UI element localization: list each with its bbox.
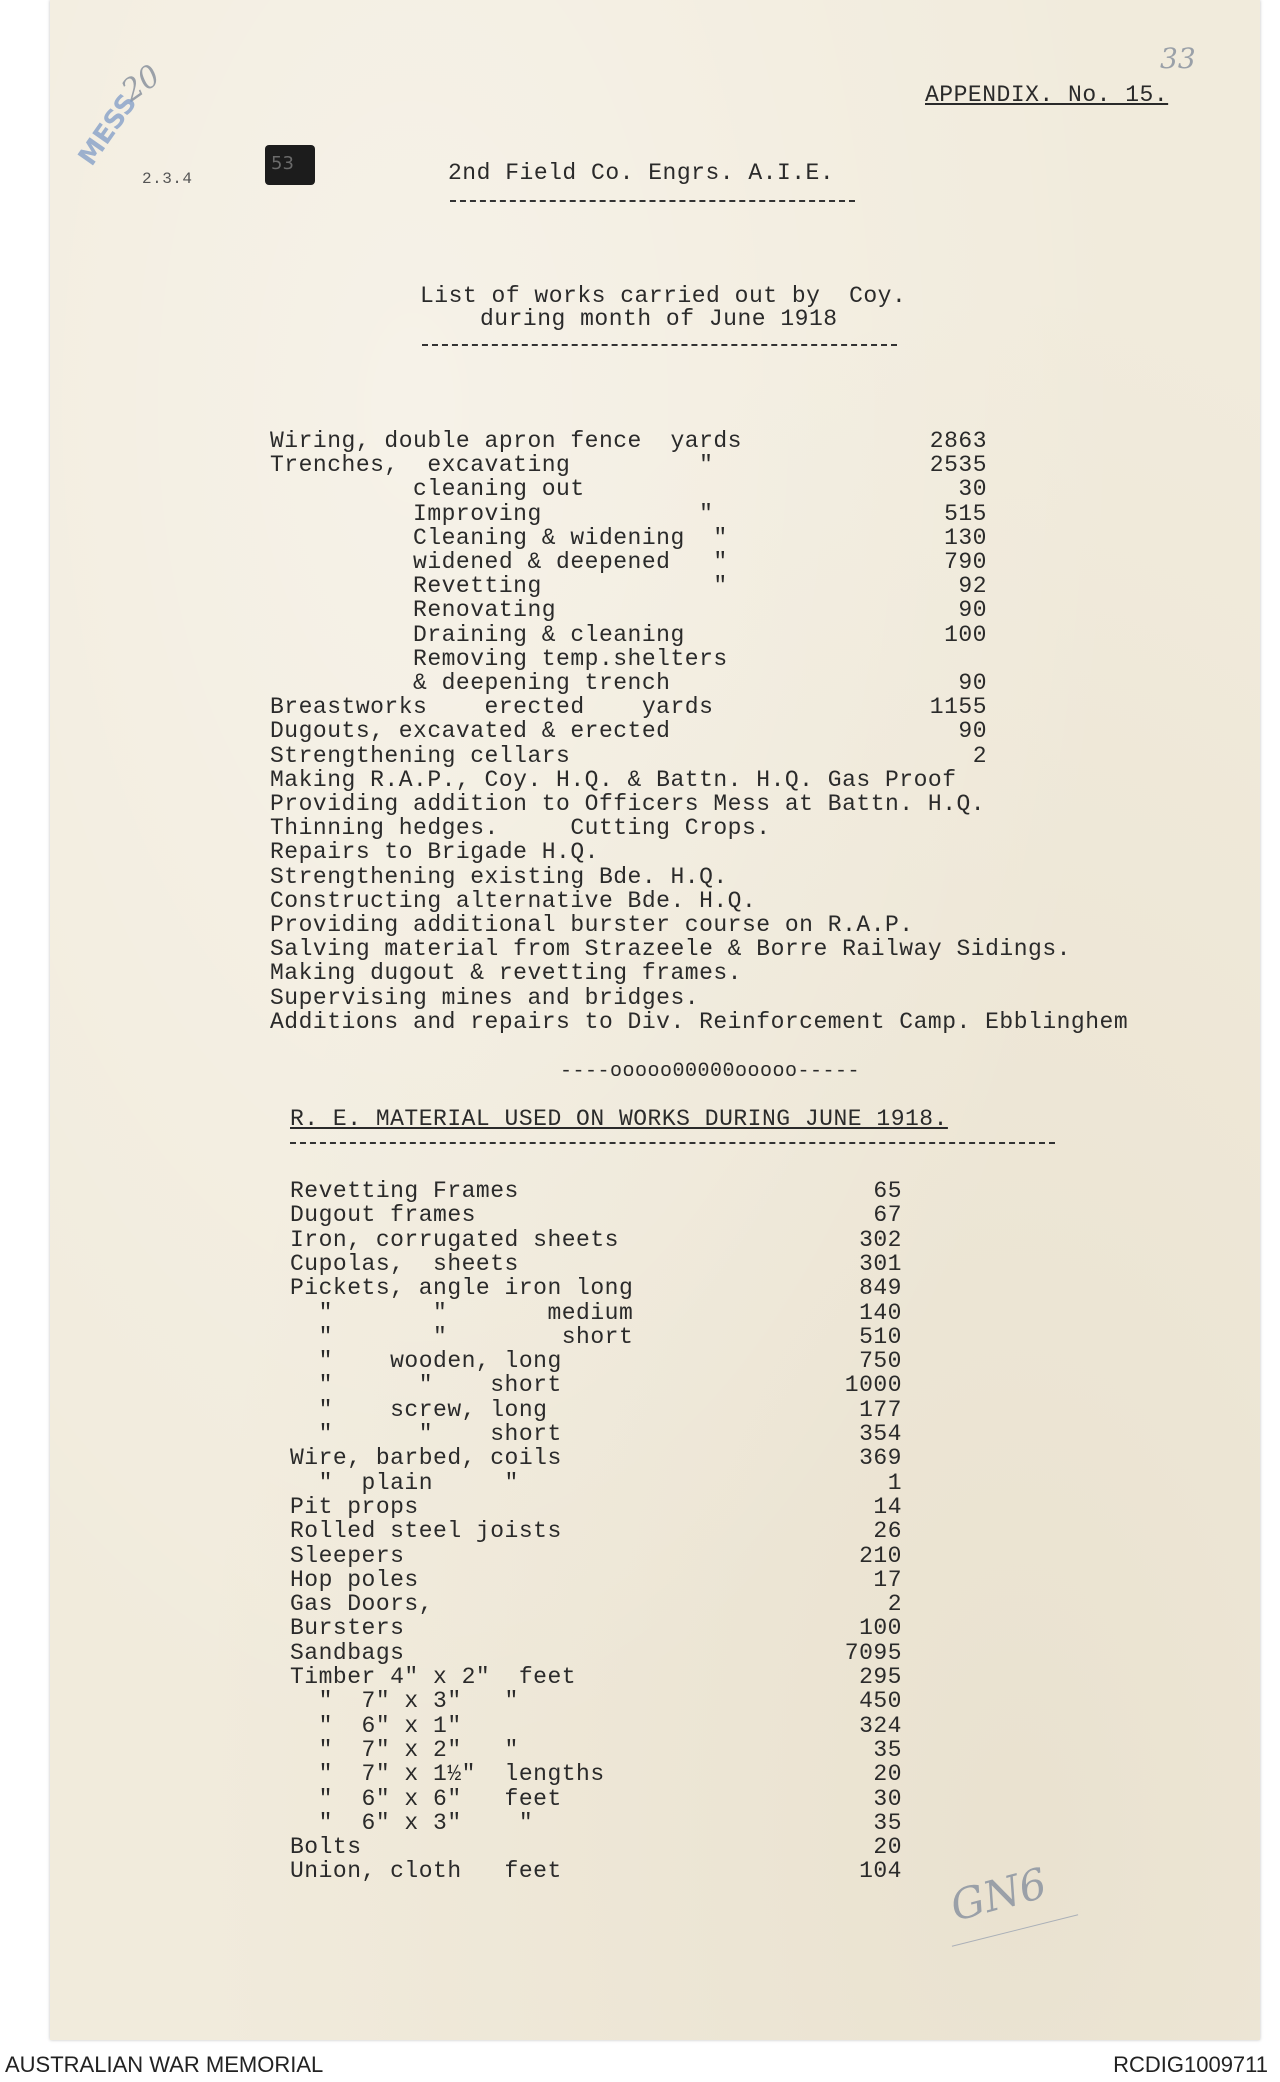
work-row [270, 525, 1230, 549]
material-row [290, 1518, 902, 1545]
material-row [290, 1299, 902, 1326]
work-label: Salving material from Strazeele & Borre Railway Sidings. [270, 936, 1071, 963]
work-label: Providing additional burster course on R.A.P. [270, 912, 914, 938]
material-label: Sandbags [290, 1639, 405, 1666]
work-label: Thinning hedges. Cutting Crops. [270, 815, 771, 842]
work-label: Strengthening cellars [270, 742, 571, 769]
work-label: & deepening trench [270, 670, 671, 696]
footer-left: AUSTRALIAN WAR MEMORIAL [5, 2052, 324, 2077]
work-row [270, 694, 1230, 721]
title-rule [450, 200, 855, 202]
work-row [270, 743, 1230, 767]
work-value: 2535 [929, 452, 987, 479]
work-row [270, 452, 1230, 479]
material-label: " 6" x 1" [290, 1712, 462, 1739]
work-value: 2863 [929, 428, 987, 454]
work-row [270, 476, 1230, 503]
material-label: " 7" x 1½" lengths [290, 1761, 605, 1788]
material-label: Pit props [290, 1493, 419, 1520]
work-label: widened & deepened " [270, 549, 728, 575]
work-value: 1155 [929, 694, 987, 721]
work-label: Cleaning & widening " [270, 524, 728, 551]
material-value: 35 [873, 1736, 902, 1763]
material-label: " 7" x 2" " [290, 1736, 519, 1763]
material-row [290, 1348, 902, 1375]
material-value: 324 [859, 1712, 902, 1739]
material-heading: R. E. MATERIAL USED ON WORKS DURING JUNE 1918. [290, 1106, 948, 1132]
material-label: " screw, long [290, 1396, 548, 1423]
work-row [270, 791, 1230, 815]
material-label: " " short [290, 1372, 562, 1399]
material-value: 7095 [844, 1639, 902, 1666]
work-value: 90 [958, 597, 987, 624]
work-value: 100 [944, 621, 987, 648]
work-value: 30 [958, 476, 987, 503]
material-value: 2 [887, 1591, 902, 1618]
material-label: " 6" x 6" feet [290, 1785, 562, 1812]
material-label: " plain " [290, 1469, 519, 1496]
material-value: 1 [887, 1469, 902, 1496]
heading-line-2: during month of June 1918 [480, 306, 838, 332]
work-value: 2 [972, 742, 987, 769]
material-label: Iron, corrugated sheets [290, 1226, 619, 1253]
material-row [290, 1566, 902, 1593]
work-row [270, 864, 1230, 888]
material-label: Union, cloth feet [290, 1858, 562, 1885]
material-label: Sleepers [290, 1542, 405, 1569]
material-row [290, 1421, 902, 1447]
material-value: 301 [859, 1250, 902, 1277]
work-label: Additions and repairs to Div. Reinforcement Camp. Ebblinghem [270, 1008, 1129, 1035]
work-row [270, 501, 1230, 525]
folio-number: 33 [1160, 42, 1196, 75]
material-row [290, 1712, 902, 1739]
material-row [290, 1493, 902, 1520]
material-value: 450 [859, 1688, 902, 1715]
heading-line-1: List of works carried out by Coy. [420, 283, 907, 309]
material-label: Timber 4" x 2" feet [290, 1664, 577, 1690]
work-label: Repairs to Brigade H.Q. [270, 839, 599, 866]
work-row [270, 960, 1230, 987]
material-value: 140 [859, 1299, 902, 1326]
material-row [290, 1372, 902, 1399]
material-row [290, 1323, 902, 1350]
material-row [290, 1591, 902, 1618]
material-label: " wooden, long [290, 1348, 562, 1375]
material-value: 210 [859, 1542, 902, 1569]
work-label: Wiring, double apron fence yards [270, 428, 742, 454]
work-value: 515 [944, 500, 987, 527]
material-label: " " short [290, 1323, 634, 1350]
material-value: 104 [859, 1858, 902, 1885]
work-row [270, 573, 1230, 600]
material-label: Bolts [290, 1834, 362, 1861]
work-value: 130 [944, 524, 987, 551]
material-row [290, 1542, 902, 1569]
material-value: 302 [859, 1226, 902, 1253]
material-row [290, 1761, 902, 1788]
black-stamp [265, 145, 315, 185]
initials: GN6 [945, 1858, 1052, 1931]
heading-rule [422, 344, 897, 346]
material-label: Wire, barbed, coils [290, 1445, 562, 1472]
work-row [270, 888, 1230, 912]
material-row [290, 1250, 902, 1277]
material-label: Rolled steel joists [290, 1518, 562, 1545]
corner-pencil-number: 20 [115, 58, 167, 109]
work-row [270, 549, 1230, 573]
material-value: 354 [859, 1421, 902, 1447]
material-label: Bursters [290, 1615, 405, 1642]
material-value: 1000 [844, 1372, 902, 1399]
corner-marks: 2.3.4 [142, 170, 193, 188]
footer-right: RCDIG1009711 [1113, 2052, 1268, 2077]
work-label: Dugouts, excavated & erected [270, 718, 671, 745]
work-row [270, 985, 1230, 1009]
material-value: 510 [859, 1323, 902, 1350]
material-label: Hop poles [290, 1566, 419, 1593]
work-row [270, 912, 1230, 936]
material-label: Cupolas, sheets [290, 1250, 519, 1277]
work-row [270, 597, 1230, 624]
work-row [270, 936, 1230, 963]
work-row [270, 839, 1230, 866]
material-value: 67 [873, 1202, 902, 1229]
material-label: " 6" x 3" " [290, 1809, 534, 1836]
document-page [50, 0, 1260, 2040]
work-row [270, 622, 1230, 646]
appendix-label: APPENDIX. No. 15. [925, 82, 1169, 108]
work-row [270, 767, 1230, 791]
material-row [290, 1396, 902, 1423]
work-label: Revetting " [270, 573, 728, 600]
material-row [290, 1809, 902, 1836]
material-value: 177 [859, 1396, 902, 1423]
work-label: Supervising mines and bridges. [270, 984, 700, 1011]
work-value: 90 [958, 718, 987, 745]
material-value: 750 [859, 1348, 902, 1375]
material-label: Gas Doors, [290, 1591, 434, 1618]
material-value: 295 [859, 1664, 902, 1690]
work-label: Trenches, excavating " [270, 452, 714, 479]
work-label: Making dugout & revetting frames. [270, 960, 742, 987]
work-value: 92 [958, 573, 987, 600]
material-row [290, 1445, 902, 1472]
material-value: 100 [859, 1615, 902, 1642]
work-label: cleaning out [270, 476, 585, 503]
material-value: 30 [873, 1785, 902, 1812]
work-row [270, 718, 1230, 745]
work-label: Renovating [270, 597, 557, 624]
material-value: 26 [873, 1518, 902, 1545]
material-value: 20 [873, 1834, 902, 1861]
material-row [290, 1736, 902, 1763]
work-label: Draining & cleaning [270, 621, 685, 648]
work-label: Providing addition to Officers Mess at Battn. H.Q. [270, 791, 986, 817]
material-row [290, 1469, 902, 1496]
work-row [270, 646, 1230, 670]
material-row [290, 1615, 902, 1642]
material-value: 17 [873, 1566, 902, 1593]
material-value: 35 [873, 1809, 902, 1836]
material-row [290, 1834, 902, 1861]
material-value: 65 [873, 1178, 902, 1204]
unit-title: 2nd Field Co. Engrs. A.I.E. [448, 160, 835, 186]
separator: ----ooooo00000ooooo----- [560, 1060, 861, 1083]
material-label: " 7" x 3" " [290, 1688, 519, 1715]
work-label: Removing temp.shelters [270, 645, 728, 672]
material-row [290, 1664, 902, 1690]
material-label: Pickets, angle iron long [290, 1275, 634, 1302]
material-row [290, 1275, 902, 1302]
corner-stamp: MESS [72, 88, 144, 172]
material-label: " " medium [290, 1299, 634, 1326]
material-value: 849 [859, 1275, 902, 1302]
material-row [290, 1226, 902, 1253]
material-row [290, 1858, 902, 1885]
material-value: 369 [859, 1445, 902, 1472]
work-row [270, 670, 1230, 694]
material-label: Dugout frames [290, 1202, 476, 1229]
work-label: Improving " [270, 500, 714, 527]
work-value: 90 [958, 670, 987, 696]
stamp-number: 53 [271, 153, 294, 174]
work-row [270, 1009, 1230, 1033]
material-row [290, 1202, 902, 1229]
work-row [270, 428, 1230, 452]
material-rule [290, 1142, 1055, 1144]
material-row [290, 1178, 902, 1204]
work-value: 790 [944, 549, 987, 575]
material-row [290, 1639, 902, 1666]
material-label: " " short [290, 1421, 562, 1447]
work-label: Constructing alternative Bde. H.Q. [270, 887, 757, 914]
material-row [290, 1785, 902, 1812]
material-label: Revetting Frames [290, 1178, 519, 1204]
material-value: 14 [873, 1493, 902, 1520]
material-value: 20 [873, 1761, 902, 1788]
material-row [290, 1688, 902, 1715]
work-label: Breastworks erected yards [270, 694, 714, 721]
work-label: Making R.A.P., Coy. H.Q. & Battn. H.Q. Gas Proof [270, 766, 957, 793]
work-row [270, 815, 1230, 842]
work-label: Strengthening existing Bde. H.Q. [270, 863, 728, 890]
